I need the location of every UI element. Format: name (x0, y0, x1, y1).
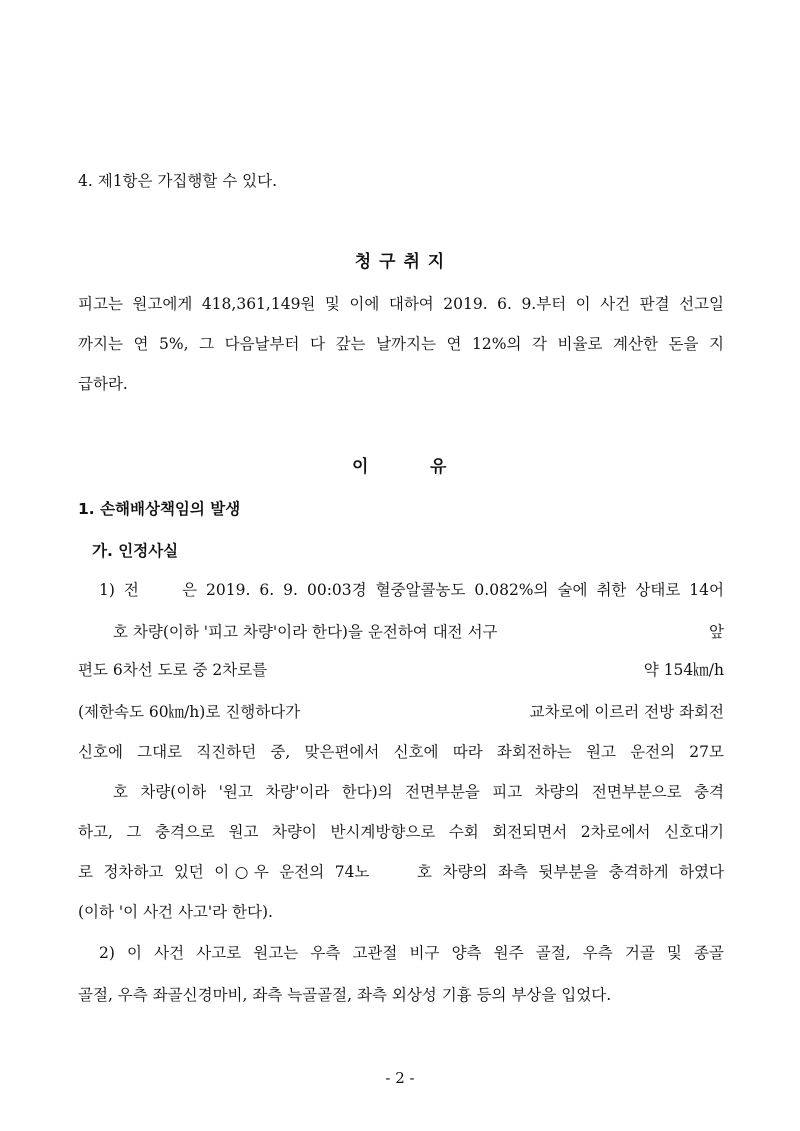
para1-line-2-right: 앞 (709, 623, 724, 641)
claim-heading: 청 구 취 지 (354, 252, 446, 272)
claim-line-3: 급하라. (78, 375, 128, 393)
para2-line-2: 골절, 우측 좌골신경마비, 좌측 늑골골절, 좌측 외상성 기흉 등의 부상을 입었다. (78, 986, 612, 1004)
para1-line-4-left: (제한속도 60㎞/h)로 진행하다가 (78, 703, 301, 721)
para1-line-5: 신호에 그대로 직진하던 중, 맞은편에서 신호에 따라 좌회전하는 원고 운전의 27모 (78, 743, 724, 761)
reason-heading-right: 유 (430, 457, 447, 477)
para1-line-3-right: 약 154㎞/h (643, 661, 724, 679)
para1-line-4-right: 교차로에 이르러 전방 좌회전 (529, 703, 724, 721)
subsection-ga-heading: 가. 인정사실 (92, 542, 179, 560)
para1-line-2-left: 호 차량(이하 '피고 차량'이라 한다)을 운전하여 대전 서구 (113, 623, 498, 641)
claim-line-1: 피고는 원고에게 418,361,149원 및 이에 대하여 2019. 6. 9.부터 이 사건 판결 선고일 (78, 295, 724, 313)
para1-line-1: 1) 전 은 2019. 6. 9. 00:03경 혈중알콜농도 0.082%의 술에 취한 상태로 14어 (99, 581, 724, 599)
reason-heading-left: 이 (352, 457, 369, 477)
para1-line-8: 로 정차하고 있던 이○우 운전의 74노 호 차량의 좌측 뒷부분을 충격하게 하였다 (78, 863, 724, 881)
claim-line-2: 까지는 연 5%, 그 다음날부터 다 갚는 날까지는 연 12%의 각 비율로 계산한 돈을 지 (78, 335, 724, 353)
section-1-heading: 1. 손해배상책임의 발생 (78, 500, 241, 518)
para1-line-9: (이하 '이 사건 사고'라 한다). (78, 903, 273, 921)
para1-line-3-left: 편도 6차선 도로 중 2차로를 (78, 661, 268, 679)
para1-line-7: 하고, 그 충격으로 원고 차량이 반시계방향으로 수회 회전되면서 2차로에서 신호대기 (78, 823, 724, 841)
page-number: - 2 - (385, 1069, 415, 1087)
para2-line-1: 2) 이 사건 사고로 원고는 우측 고관절 비구 양측 원주 골절, 우측 거골 및 종골 (99, 944, 724, 962)
item-4-text: 4. 제1항은 가집행할 수 있다. (78, 172, 278, 190)
para1-line-6: 호 차량(이하 '원고 차량'이라 한다)의 전면부분을 피고 차량의 전면부분으로 충격 (113, 783, 724, 801)
